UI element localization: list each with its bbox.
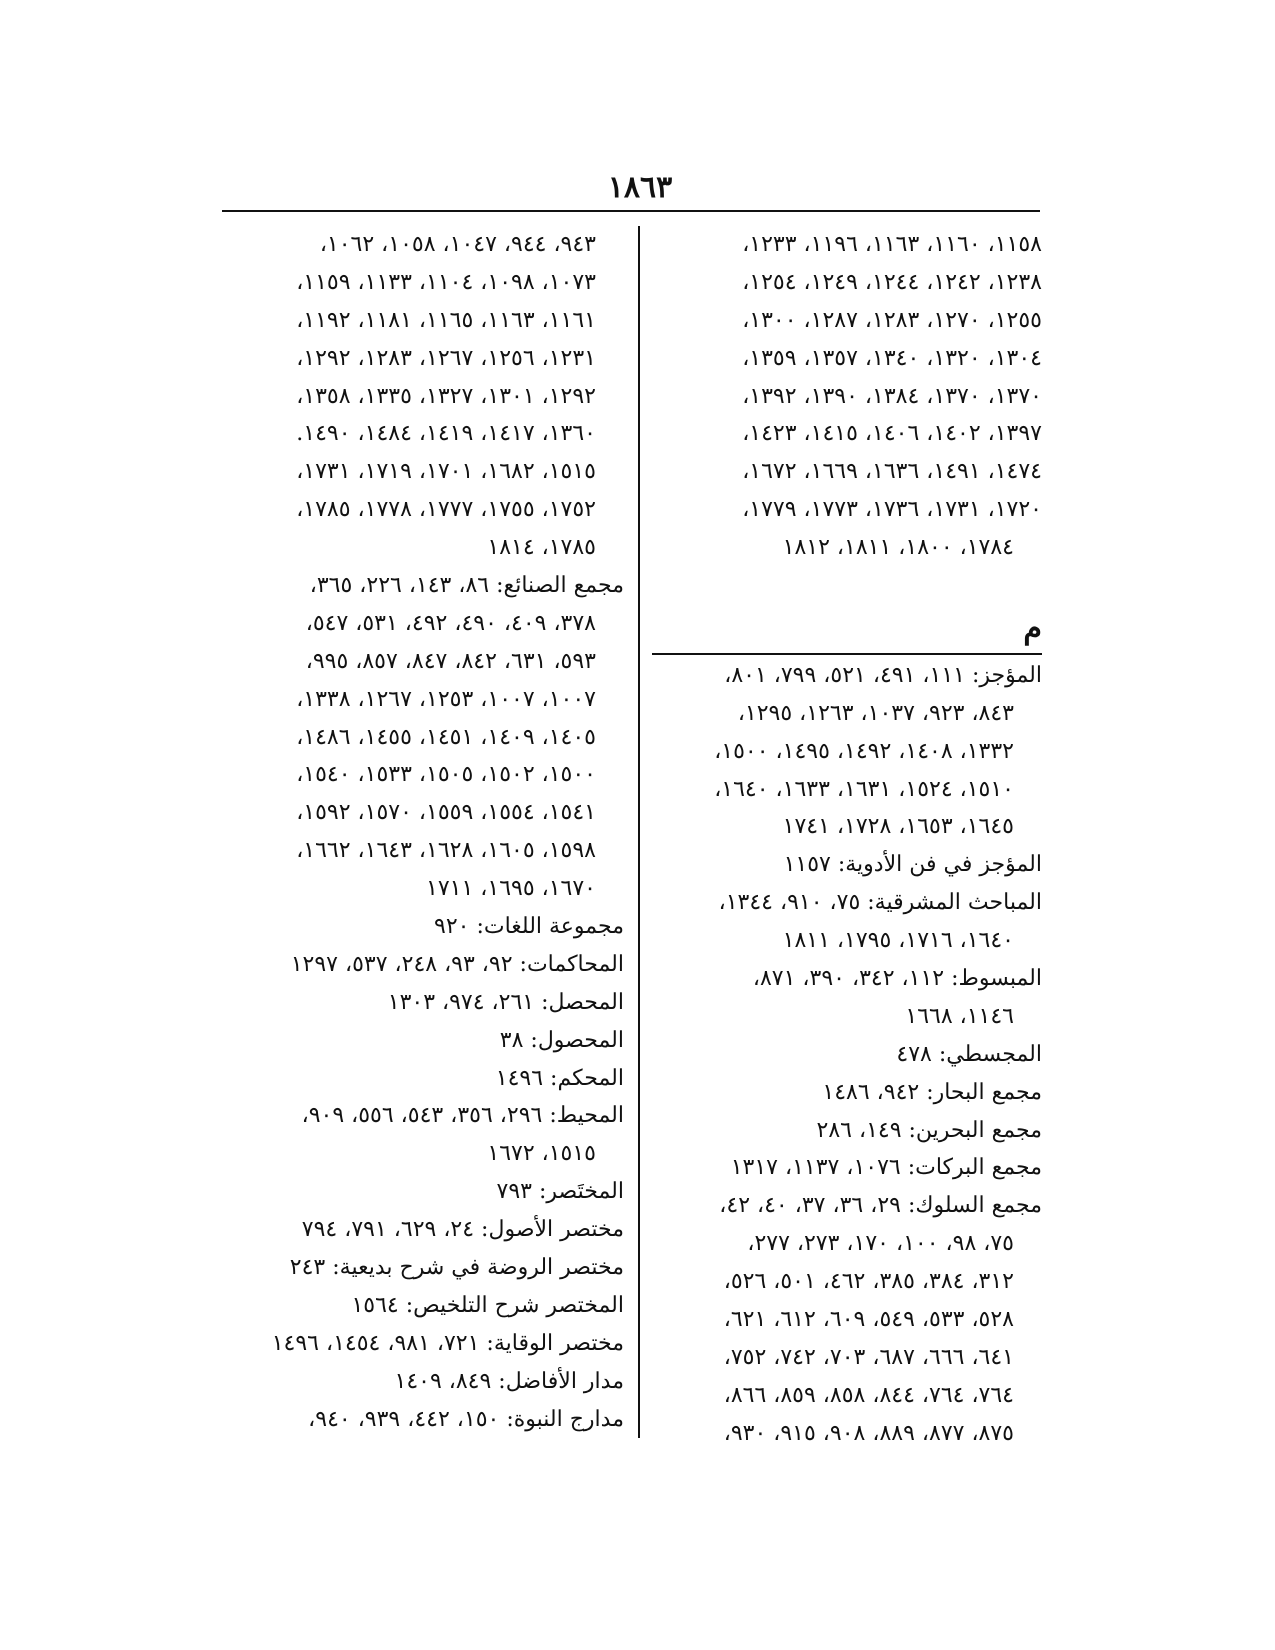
letter-section — [652, 605, 1042, 653]
index-line: ١٠٠٧، ١٠٠٧، ١٢٥٣، ١٢٦٧، ١٣٣٨، — [296, 686, 596, 712]
index-line: ١٥٤١، ١٥٥٤، ١٥٥٩، ١٥٧٠، ١٥٩٢، — [296, 800, 596, 826]
index-line: ١٢٥٥، ١٢٧٠، ١٢٨٣، ١٢٨٧، ١٣٠٠، — [742, 307, 1042, 333]
index-line: ١٧٨٤، ١٨٠٠، ١٨١١، ١٨١٢ — [782, 535, 1014, 561]
index-entry: مجمع البركات: ١٠٧٦، ١١٣٧، ١٣١٧ — [730, 1155, 1042, 1181]
index-line: ١٥٠٠، ١٥٠٢، ١٥٠٥، ١٥٣٣، ١٥٤٠، — [296, 762, 596, 788]
index-entry: مختصر الوقاية: ٧٢١، ٩٨١، ١٤٥٤، ١٤٩٦ — [271, 1330, 624, 1356]
index-entry: المحيط: ٢٩٦، ٣٥٦، ٥٤٣، ٥٥٦، ٩٠٩، — [301, 1103, 624, 1129]
letter-heading: م — [1023, 610, 1042, 646]
index-line: ٧٥، ٩٨، ١٠٠، ١٧٠، ٢٧٣، ٢٧٧، — [747, 1231, 1014, 1257]
index-line: ١٣٠٤، ١٣٢٠، ١٣٤٠، ١٣٥٧، ١٣٥٩، — [742, 345, 1042, 371]
page-number: ١٨٦٣ — [607, 170, 673, 205]
index-line: ٣٧٨، ٤٠٩، ٤٩٠، ٤٩٢، ٥٣١، ٥٤٧، — [305, 610, 596, 636]
index-entry: المحاكمات: ٩٢، ٩٣، ٢٤٨، ٥٣٧، ١٢٩٧ — [290, 951, 624, 977]
index-line: ١٥١٥، ١٦٨٢، ١٧٠١، ١٧١٩، ١٧٣١، — [296, 459, 596, 485]
index-line: ١٢٩٢، ١٣٠١، ١٣٢٧، ١٣٣٥، ١٣٥٨، — [296, 383, 596, 409]
index-line: ٣١٢، ٣٨٤، ٣٨٥، ٤٦٢، ٥٠١، ٥٢٦، — [723, 1269, 1014, 1295]
index-entry: مجمع البحرين: ١٤٩، ٢٨٦ — [816, 1117, 1042, 1143]
index-entry: المختَصر: ٧٩٣ — [496, 1179, 624, 1205]
index-line: ١٦٤٥، ١٦٥٣، ١٧٢٨، ١٧٤١ — [782, 814, 1014, 840]
index-entry: مختصر الأصول: ٢٤، ٦٢٩، ٧٩١، ٧٩٤ — [301, 1217, 624, 1243]
index-entry: مجمع السلوك: ٢٩، ٣٦، ٣٧، ٤٠، ٤٢، — [719, 1193, 1042, 1219]
index-entry: مجمع الصنائع: ٨٦، ١٤٣، ٢٢٦، ٣٦٥، — [309, 573, 624, 599]
index-entry: مختصر الروضة في شرح بديعية: ٢٤٣ — [289, 1255, 624, 1281]
index-column-right — [652, 226, 1042, 1453]
index-line: ١٤٧٤، ١٤٩١، ١٦٣٦، ١٦٦٩، ١٦٧٢، — [742, 459, 1042, 485]
index-line: ١٥١٠، ١٥٢٤، ١٦٣١، ١٦٣٣، ١٦٤٠، — [714, 776, 1014, 802]
header-rule — [222, 210, 1040, 212]
index-entry: المحكم: ١٤٩٦ — [495, 1065, 624, 1091]
column-divider — [638, 226, 640, 1438]
index-line: ١٣٦٠، ١٤١٧، ١٤١٩، ١٤٨٤، ١٤٩٠. — [296, 421, 596, 447]
index-line: ٧٦٤، ٧٦٤، ٨٤٤، ٨٥٨، ٨٥٩، ٨٦٦، — [723, 1382, 1014, 1408]
index-line: ١٢٣١، ١٢٥٦، ١٢٦٧، ١٢٨٣، ١٢٩٢، — [296, 345, 596, 371]
index-line: ١١٤٦، ١٦٦٨ — [905, 1003, 1014, 1029]
index-line: ١٥١٥، ١٦٧٢ — [487, 1141, 596, 1167]
index-entry: المؤجز: ١١١، ٤٩١، ٥٢١، ٧٩٩، ٨٠١، — [724, 662, 1042, 688]
index-line: ٨٧٥، ٨٧٧، ٨٨٩، ٩٠٨، ٩١٥، ٩٣٠، — [723, 1420, 1014, 1446]
index-line: ٦٤١، ٦٦٦، ٦٨٧، ٧٠٣، ٧٤٢، ٧٥٢، — [723, 1344, 1014, 1370]
index-entry: المجسطي: ٤٧٨ — [896, 1041, 1042, 1067]
index-entry: مدارج النبوة: ١٥٠، ٤٤٢، ٩٣٩، ٩٤٠، — [308, 1406, 624, 1432]
index-line: ١٦٤٠، ١٧١٦، ١٧٩٥، ١٨١١ — [782, 928, 1014, 954]
index-line: ١٣٧٠، ١٣٧٠، ١٣٨٤، ١٣٩٠، ١٣٩٢، — [742, 383, 1042, 409]
index-entry: مجمع البحار: ٩٤٢، ١٤٨٦ — [822, 1079, 1042, 1105]
index-line: ١٣٣٢، ١٤٠٨، ١٤٩٢، ١٤٩٥، ١٥٠٠، — [714, 738, 1014, 764]
index-line: ١٧٥٢، ١٧٥٥، ١٧٧٧، ١٧٧٨، ١٧٨٥، — [296, 497, 596, 523]
index-entry: مجموعة اللغات: ٩٢٠ — [434, 914, 624, 940]
index-line: ٩٤٣، ٩٤٤، ١٠٤٧، ١٠٥٨، ١٠٦٢، — [319, 232, 596, 257]
index-line: ١٥٩٨، ١٦٠٥، ١٦٢٨، ١٦٤٣، ١٦٦٢، — [296, 838, 596, 864]
index-entry: المباحث المشرقية: ٧٥، ٩١٠، ١٣٤٤، — [718, 890, 1042, 916]
index-line: ١٦٧٠، ١٦٩٥، ١٧١١ — [426, 876, 596, 902]
index-entry: مدار الأفاضل: ٨٤٩، ١٤٠٩ — [394, 1368, 624, 1394]
index-column-left — [222, 226, 624, 1439]
index-line: ١٤٠٥، ١٤٠٩، ١٤٥١، ١٤٥٥، ١٤٨٦، — [296, 724, 596, 750]
index-line: ٨٤٣، ٩٢٣، ١٠٣٧، ١٢٦٣، ١٢٩٥، — [737, 700, 1014, 726]
index-entry: المؤجز في فن الأدوية: ١١٥٧ — [783, 852, 1042, 878]
index-entry: المبسوط: ١١٢، ٣٤٢، ٣٩٠، ٨٧١، — [752, 966, 1042, 992]
index-line: ١٠٧٣، ١٠٩٨، ١١٠٤، ١١٣٣، ١١٥٩، — [296, 269, 596, 295]
index-line: ١١٦١، ١١٦٣، ١١٦٥، ١١٨١، ١١٩٢، — [296, 307, 596, 333]
index-entry: المحصول: ٣٨ — [499, 1027, 624, 1053]
spacer — [652, 567, 1042, 605]
index-line: ١٧٨٥، ١٨١٤ — [487, 535, 596, 561]
index-line: ١٧٢٠، ١٧٣١، ١٧٣٦، ١٧٧٣، ١٧٧٩، — [742, 497, 1042, 523]
index-line: ١١٥٨، ١١٦٠، ١١٦٣، ١١٩٦، ١٢٣٣، — [742, 232, 1042, 257]
letter-rule — [652, 653, 1042, 655]
index-line: ٥٩٣، ٦٣١، ٨٤٢، ٨٤٧، ٨٥٧، ٩٩٥، — [305, 648, 596, 674]
index-line: ١٣٩٧، ١٤٠٢، ١٤٠٦، ١٤١٥، ١٤٢٣، — [742, 421, 1042, 447]
index-entry: المختصر شرح التلخيص: ١٥٦٤ — [351, 1292, 624, 1318]
index-line: ١٢٣٨، ١٢٤٢، ١٢٤٤، ١٢٤٩، ١٢٥٤، — [742, 269, 1042, 295]
index-entry: المحصل: ٢٦١، ٩٧٤، ١٣٠٣ — [387, 989, 624, 1015]
index-line: ٥٢٨، ٥٣٣، ٥٤٩، ٦٠٩، ٦١٢، ٦٢١، — [723, 1307, 1014, 1333]
